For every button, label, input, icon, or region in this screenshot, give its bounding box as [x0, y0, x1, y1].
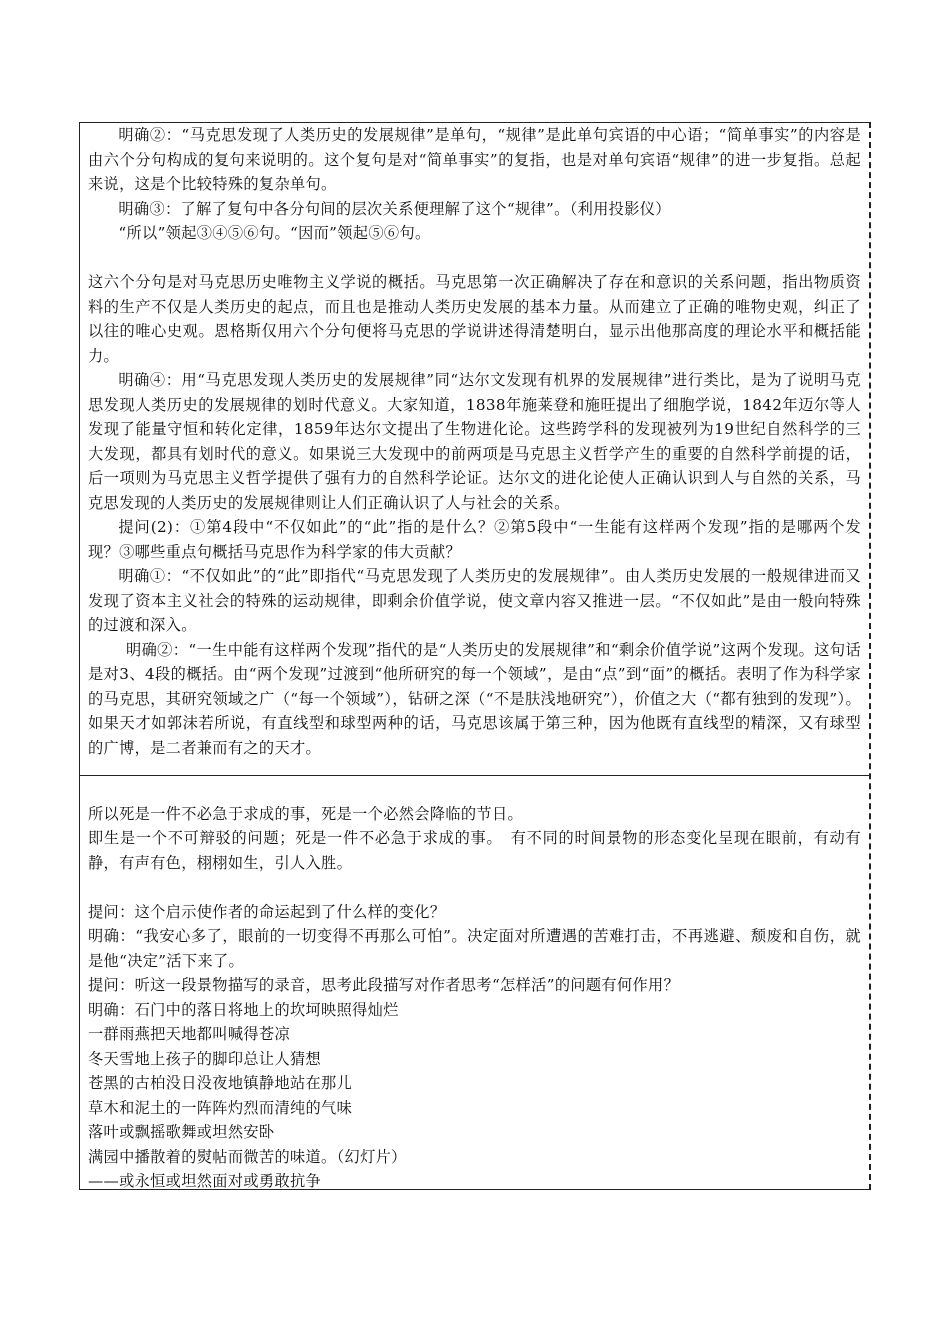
answer-q2-2-paragraph: 明确②：“一生中能有这样两个发现”指代的是“人类历史的发展规律”和“剩余价值学说”这两个发现。这句话是对3、4段的概括。由“两个发现”过渡到“他所研究的每一个领域”，是由“点”到“面”的概括。表明了作为科学家的马克思，其研究领域之广（“每一个领域”），钻研之深（“不是肤浅地研究”），价值之大（“都有独到的发现”）。如果天才如郭沫若所说，有直线型和球型两种的话，马克思该属于第三种，因为他既有直线型的精深，又有球型的广博，是二者兼而有之的天才。	[88, 640, 861, 757]
blank-line	[88, 875, 861, 900]
question-line: 提问：这个启示使作者的命运起到了什么样的变化？	[88, 902, 446, 921]
poem-line: 一群雨燕把天地都叫喊得苍凉	[88, 1025, 290, 1043]
answer-3-paragraph: 明确③：了解了复句中各分句间的层次关系便理解了这个“规律”。（利用投影仪）	[118, 199, 671, 218]
answer-4-paragraph: 明确④：用“马克思发现人类历史的发展规律”同“达尔文发现有机界的发展规律”进行类比，是为了说明马克思发现人类历史的发展规律的划时代意义。大家知道，1838年施莱登和施旺提出了细胞学说，1842年迈尔等人发现了能量守恒和转化定律，1859年达尔文提出了生物进化论。这些跨学科的发现被列为19世纪自然科学的三大发现，都具有划时代的意义。如果说三大发现中的前两项是马克思主义哲学产生的重要的自然科学前提的话，后一项则为马克思主义哲学提供了强有力的自然科学论证。达尔文的进化论使人正确认识到人与自然的关系，马克思发现的人类历史的发展规律则让人们正确认识了人与社会的关系。	[88, 371, 861, 512]
text-line: 即生是一个不可辩驳的问题；死是一件不必急于求成的事。 有不同的时间景物的形态变化呈现在眼前，有动有静，有声有色，栩栩如生，引人入胜。	[88, 829, 861, 872]
blank-line	[88, 246, 861, 271]
question-line: 提问：听这一段景物描写的录音，思考此段描写对作者思考“怎样活”的问题有何作用？	[88, 976, 680, 994]
table-frame	[79, 122, 871, 1190]
blank-line	[88, 777, 861, 802]
poem-line: 冬天雪地上孩子的脚印总让人猜想	[88, 1049, 322, 1068]
text-line: 所以死是一件不必急于求成的事，死是一个必然会降临的节日。	[88, 804, 524, 823]
table-cell-lesson-notes	[88, 123, 861, 760]
poem-line: 落叶或飘摇歌舞或坦然安卧	[88, 1123, 275, 1141]
poem-line: 满园中播散着的熨帖而微苦的味道。（幻灯片）	[88, 1147, 407, 1166]
poem-line: ——或永恒或坦然面对或勇敢抗争	[88, 1172, 322, 1190]
table-row-divider	[80, 775, 869, 776]
summary-paragraph: 这六个分句是对马克思历史唯物主义学说的概括。马克思第一次正确解决了存在和意识的关系问题，指出物质资料的生产不仅是人类历史的起点，而且也是推动人类历史发展的基本力量。从而建立了正确的唯物史观，纠正了以往的唯心史观。恩格斯仅用六个分句便将马克思的学说讲述得清楚明白，显示出他那高度的理论水平和概括能力。	[88, 273, 861, 365]
answer-line: 明确：“我安心多了，眼前的一切变得不再那么可怕”。决定面对所遭遇的苦难打击，不再逃避、颓废和自伤，就是他“决定”活下来了。	[88, 927, 861, 970]
answer-q2-1-paragraph: 明确①：“不仅如此”的“此”即指代“马克思发现了人类历史的发展规律”。由人类历史发展的一般规律进而又发现了资本主义社会的特殊的运动规律，即剩余价值学说，使文章内容又推进一层。“不仅如此”是由一般向特殊的过渡和深入。	[88, 567, 861, 634]
table-cell-reading-notes	[88, 777, 861, 1194]
poem-line: 苍黑的古柏没日没夜地镇静地站在那儿	[88, 1074, 353, 1092]
clause-grouping-paragraph: “所以”领起③④⑤⑥句。“因而”领起⑤⑥句。	[118, 224, 431, 242]
answer-2-paragraph: 明确②：“马克思发现了人类历史的发展规律”是单句，“规律”是此单句宾语的中心语；“简单事实”的内容是由六个分句构成的复句来说明的。这个复句是对“简单事实”的复指，也是对单句宾语“规律”的进一步复指。总起来说，这是个比较特殊的复杂单句。	[88, 126, 861, 193]
question-2-paragraph: 提问(2)：①第4段中“不仅如此”的“此”指的是什么？②第5段中“一生能有这样两个发现”指的是哪两个发现？③哪些重点句概括马克思作为科学家的伟大贡献？	[88, 518, 861, 561]
poem-line: 草木和泥土的一阵阵灼烈而清纯的气味	[88, 1098, 353, 1117]
answer-line: 明确：石门中的落日将地上的坎坷映照得灿烂	[88, 1000, 399, 1019]
